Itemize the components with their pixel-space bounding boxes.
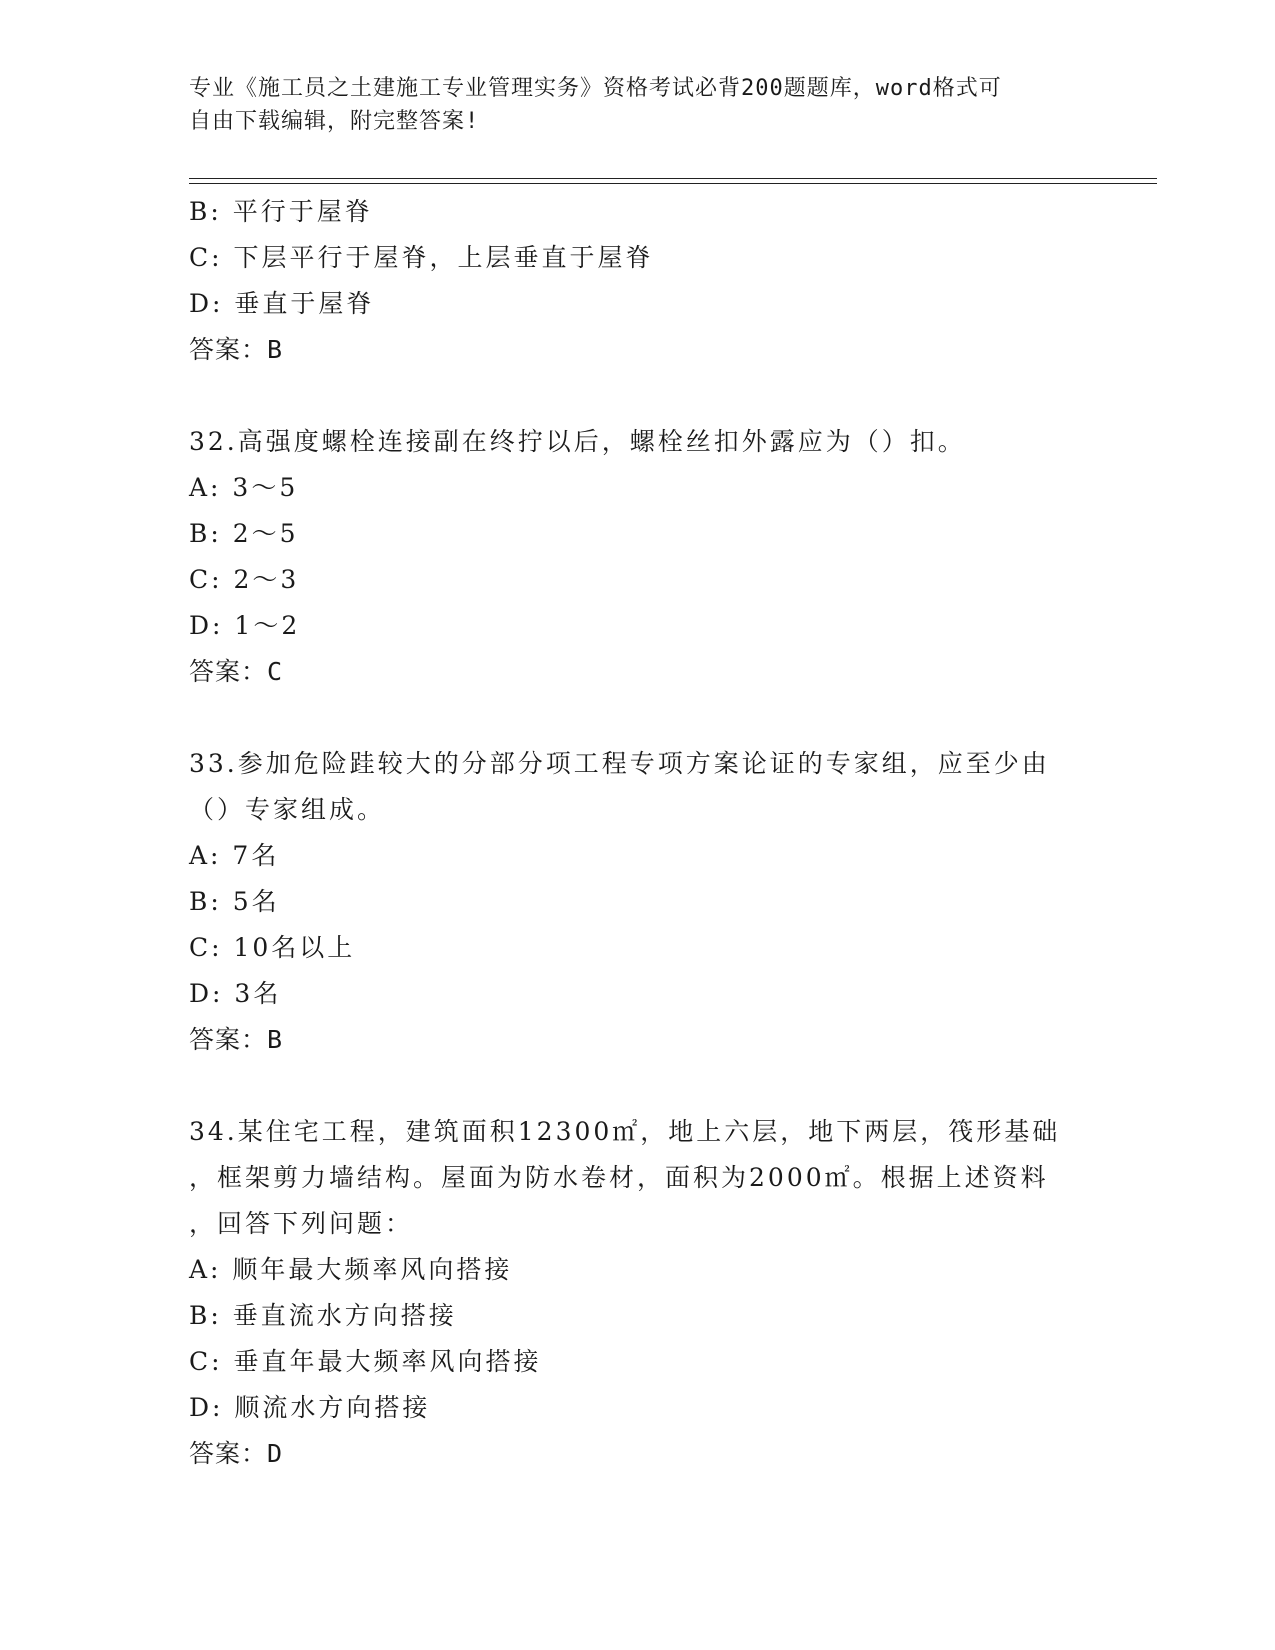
option-a: A: 顺年最大频率风向搭接 — [189, 1255, 513, 1284]
question-text-line-3: ，回答下列问题： — [189, 1209, 414, 1238]
option-b: B: 平行于屋脊 — [189, 197, 373, 226]
question-34 — [189, 1109, 1089, 1477]
question-32 — [189, 419, 1089, 695]
answer: 答案：B — [189, 1025, 284, 1054]
option-b: B: 垂直流水方向搭接 — [189, 1301, 457, 1330]
option-b: B: 2～5 — [189, 519, 299, 548]
answer: 答案：D — [189, 1439, 284, 1468]
question-text-line-1: 33.参加危险跬较大的分部分项工程专项方案论证的专家组，应至少由 — [189, 749, 1050, 778]
option-c: C: 10名以上 — [189, 933, 356, 962]
option-c: C: 垂直年最大频率风向搭接 — [189, 1347, 542, 1376]
option-b: B: 5名 — [189, 887, 280, 916]
answer: 答案：C — [189, 657, 284, 686]
option-d: D: 1～2 — [189, 611, 301, 640]
document-header — [189, 72, 1089, 138]
header-line-2: 自由下载编辑，附完整答案! — [189, 109, 480, 134]
carryover-block — [189, 189, 1089, 373]
option-d: D: 3名 — [189, 979, 282, 1008]
question-text: 32.高强度螺栓连接副在终拧以后，螺栓丝扣外露应为（）扣。 — [189, 427, 966, 456]
option-a: A: 3～5 — [189, 473, 299, 502]
header-line-1: 专业《施工员之土建施工专业管理实务》资格考试必背200题题库，word格式可 — [189, 76, 1002, 101]
option-c: C: 2～3 — [189, 565, 300, 594]
question-text-line-2: （）专家组成。 — [189, 795, 386, 824]
header-rule-bottom — [189, 183, 1157, 184]
header-rule-top — [189, 178, 1157, 179]
question-33 — [189, 741, 1089, 1063]
question-text-line-1: 34.某住宅工程，建筑面积12300㎡，地上六层，地下两层，筏形基础 — [189, 1117, 1061, 1146]
option-a: A: 7名 — [189, 841, 280, 870]
option-c: C: 下层平行于屋脊，上层垂直于屋脊 — [189, 243, 654, 272]
answer: 答案：B — [189, 335, 284, 364]
question-text-line-2: ，框架剪力墙结构。屋面为防水卷材，面积为2000㎡。根据上述资料 — [189, 1163, 1049, 1192]
option-d: D: 垂直于屋脊 — [189, 289, 375, 318]
question-list — [189, 189, 1089, 1477]
option-d: D: 顺流水方向搭接 — [189, 1393, 431, 1422]
